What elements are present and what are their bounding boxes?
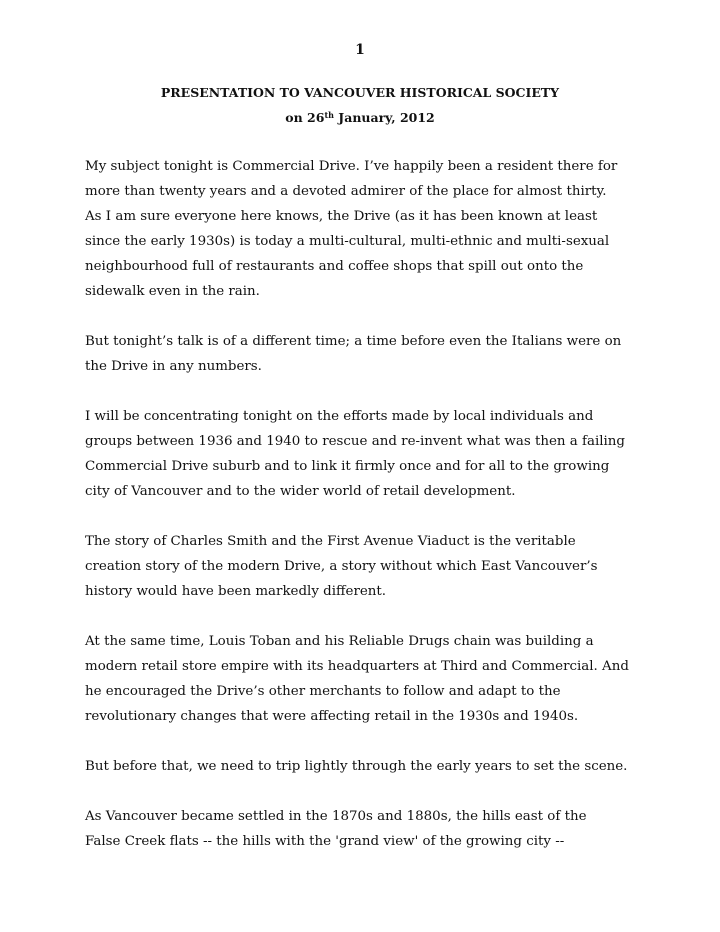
paragraph-2 (85, 329, 645, 379)
text-line: Commercial Drive suburb and to link it firmly once and for all to the growing (85, 459, 610, 474)
text-line: since the early 1930s) is today a multi-cultural, multi-ethnic and multi-sexual (85, 234, 610, 249)
text-line: As Vancouver became settled in the 1870s and 1880s, the hills east of the (85, 809, 587, 824)
paragraph-6 (85, 754, 645, 779)
date-suffix: January, 2012 (333, 110, 435, 125)
text-line: modern retail store empire with its headquarters at Third and Commercial. And (85, 659, 629, 674)
document-date (0, 110, 720, 125)
text-line: city of Vancouver and to the wider world of retail development. (85, 484, 516, 499)
text-line: I will be concentrating tonight on the efforts made by local individuals and (85, 409, 594, 424)
text-line: history would have been markedly different. (85, 584, 387, 599)
text-line: creation story of the modern Drive, a story without which East Vancouver’s (85, 559, 598, 574)
text-line: False Creek flats -- the hills with the 'grand view' of the growing city -- (85, 834, 565, 849)
paragraph-4 (85, 529, 645, 604)
text-line: At the same time, Louis Toban and his Reliable Drugs chain was building a (85, 634, 594, 649)
text-line: sidewalk even in the rain. (85, 284, 260, 299)
text-line: revolutionary changes that were affecting retail in the 1930s and 1940s. (85, 709, 579, 724)
text-line: more than twenty years and a devoted admirer of the place for almost thirty. (85, 184, 607, 199)
text-line: But before that, we need to trip lightly through the early years to set the scene. (85, 759, 628, 774)
page-number: 1 (355, 42, 365, 58)
document-title: PRESENTATION TO VANCOUVER HISTORICAL SOCIETY (160, 85, 560, 100)
text-line: the Drive in any numbers. (85, 359, 262, 374)
text-line: As I am sure everyone here knows, the Drive (as it has been known at least (85, 209, 598, 224)
paragraph-1 (85, 154, 645, 304)
text-line: The story of Charles Smith and the First Avenue Viaduct is the veritable (85, 534, 576, 549)
body-text (85, 154, 645, 879)
paragraph-7 (85, 804, 645, 854)
text-line: neighbourhood full of restaurants and coffee shops that spill out onto the (85, 259, 584, 274)
date-prefix: on 26 (285, 110, 325, 125)
text-line: groups between 1936 and 1940 to rescue and re-invent what was then a failing (85, 434, 625, 449)
text-line: he encouraged the Drive’s other merchants to follow and adapt to the (85, 684, 561, 699)
paragraph-5 (85, 629, 645, 729)
text-line: But tonight’s talk is of a different time; a time before even the Italians were on (85, 334, 622, 349)
date-superscript: th (324, 110, 334, 120)
paragraph-3 (85, 404, 645, 504)
text-line: My subject tonight is Commercial Drive. I’ve happily been a resident there for (85, 159, 618, 174)
